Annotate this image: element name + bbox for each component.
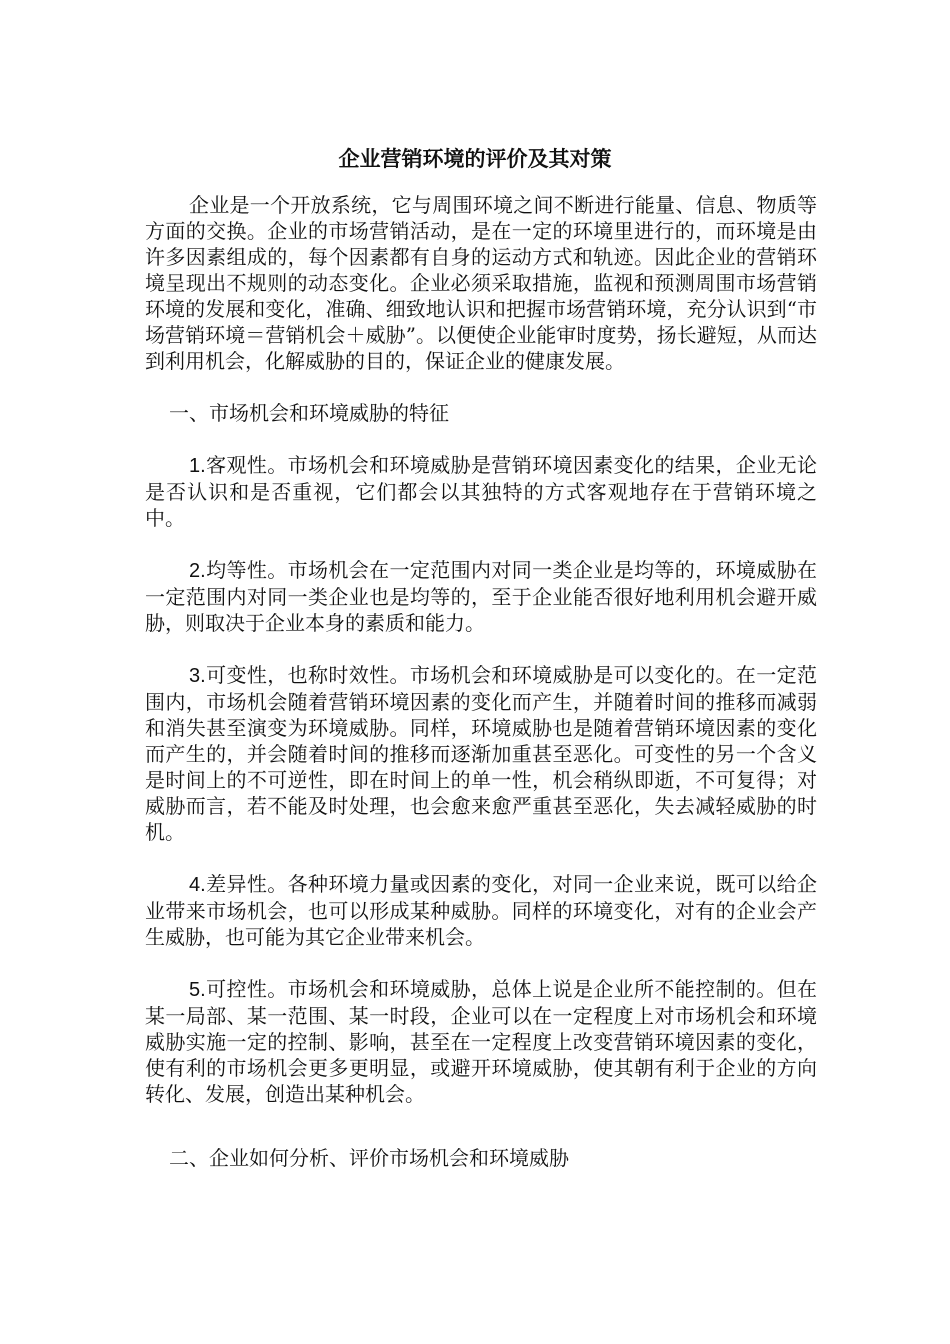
item-number: 2. [189, 560, 206, 582]
section-heading-1: 一、市场机会和环境威胁的特征 [169, 401, 449, 425]
item-text: 可变性，也称时效性。市场机会和环境威胁是可以变化的。在一定范围内，市场机会随着营销环境因素的变化而产生，并随着时间的推移而减弱和消失甚至演变为环境威胁。同样，环境威胁也是随着营销环境因素的变化而产生的，并会随着时间的推移而逐渐加重甚至恶化。可变性的另一个含义是时间上的不可逆性，即在时间上的单一性，机会稍纵即逝，不可复得；对威胁而言，若不能及时处理，也会愈来愈严重甚至恶化，失去减轻威胁的时机。 [145, 663, 817, 844]
item-text: 差异性。各种环境力量或因素的变化，对同一企业来说，既可以给企业带来市场机会，也可以形成某种威胁。同样的环境变化，对有的企业会产生威胁，也可能为其它企业带来机会。 [145, 872, 817, 949]
item-number: 1. [189, 455, 206, 477]
list-item-5 [145, 976, 817, 1107]
item-text: 客观性。市场机会和环境威胁是营销环境因素变化的结果，企业无论是否认识和是否重视，它们都会以其独特的方式客观地存在于营销环境之中。 [145, 453, 817, 530]
intro-paragraph: 企业是一个开放系统，它与周围环境之间不断进行能量、信息、物质等方面的交换。企业的市场营销活动，是在一定的环境里进行的，而环境是由许多因素组成的，每个因素都有自身的运动方式和轨迹。因此企业的营销环境呈现出不规则的动态变化。企业必须采取措施，监视和预测周围市场营销环境的发展和变化，准确、细致地认识和把握市场营销环境，充分认识到“市场营销环境＝营销机会＋威胁”。以便使企业能审时度势，扬长避短，从而达到利用机会，化解威胁的目的，保证企业的健康发展。 [145, 193, 817, 373]
document-body [145, 192, 817, 1171]
list-item-3 [145, 662, 817, 845]
item-number: 3. [189, 665, 206, 687]
item-number: 4. [189, 874, 206, 896]
item-text: 均等性。市场机会在一定范围内对同一类企业是均等的，环境威胁在一定范围内对同一类企业也是均等的，至于企业能否很好地利用机会避开威胁，则取决于企业本身的素质和能力。 [145, 558, 817, 635]
document-title: 企业营销环境的评价及其对策 [338, 147, 612, 171]
item-number: 5. [189, 979, 206, 1001]
item-text: 可控性。市场机会和环境威胁，总体上说是企业所不能控制的。但在某一局部、某一范围、某一时段，企业可以在一定程度上对市场机会和环境威胁实施一定的控制、影响，甚至在一定程度上改变营销环境因素的变化，使有利的市场机会更多更明显，或避开环境威胁，使其朝有利于企业的方向转化、发展，创造出某种机会。 [145, 977, 817, 1106]
list-item-1 [145, 452, 817, 531]
section-heading-2: 二、企业如何分析、评价市场机会和环境威胁 [169, 1146, 569, 1170]
list-item-4 [145, 871, 817, 950]
list-item-2 [145, 557, 817, 636]
